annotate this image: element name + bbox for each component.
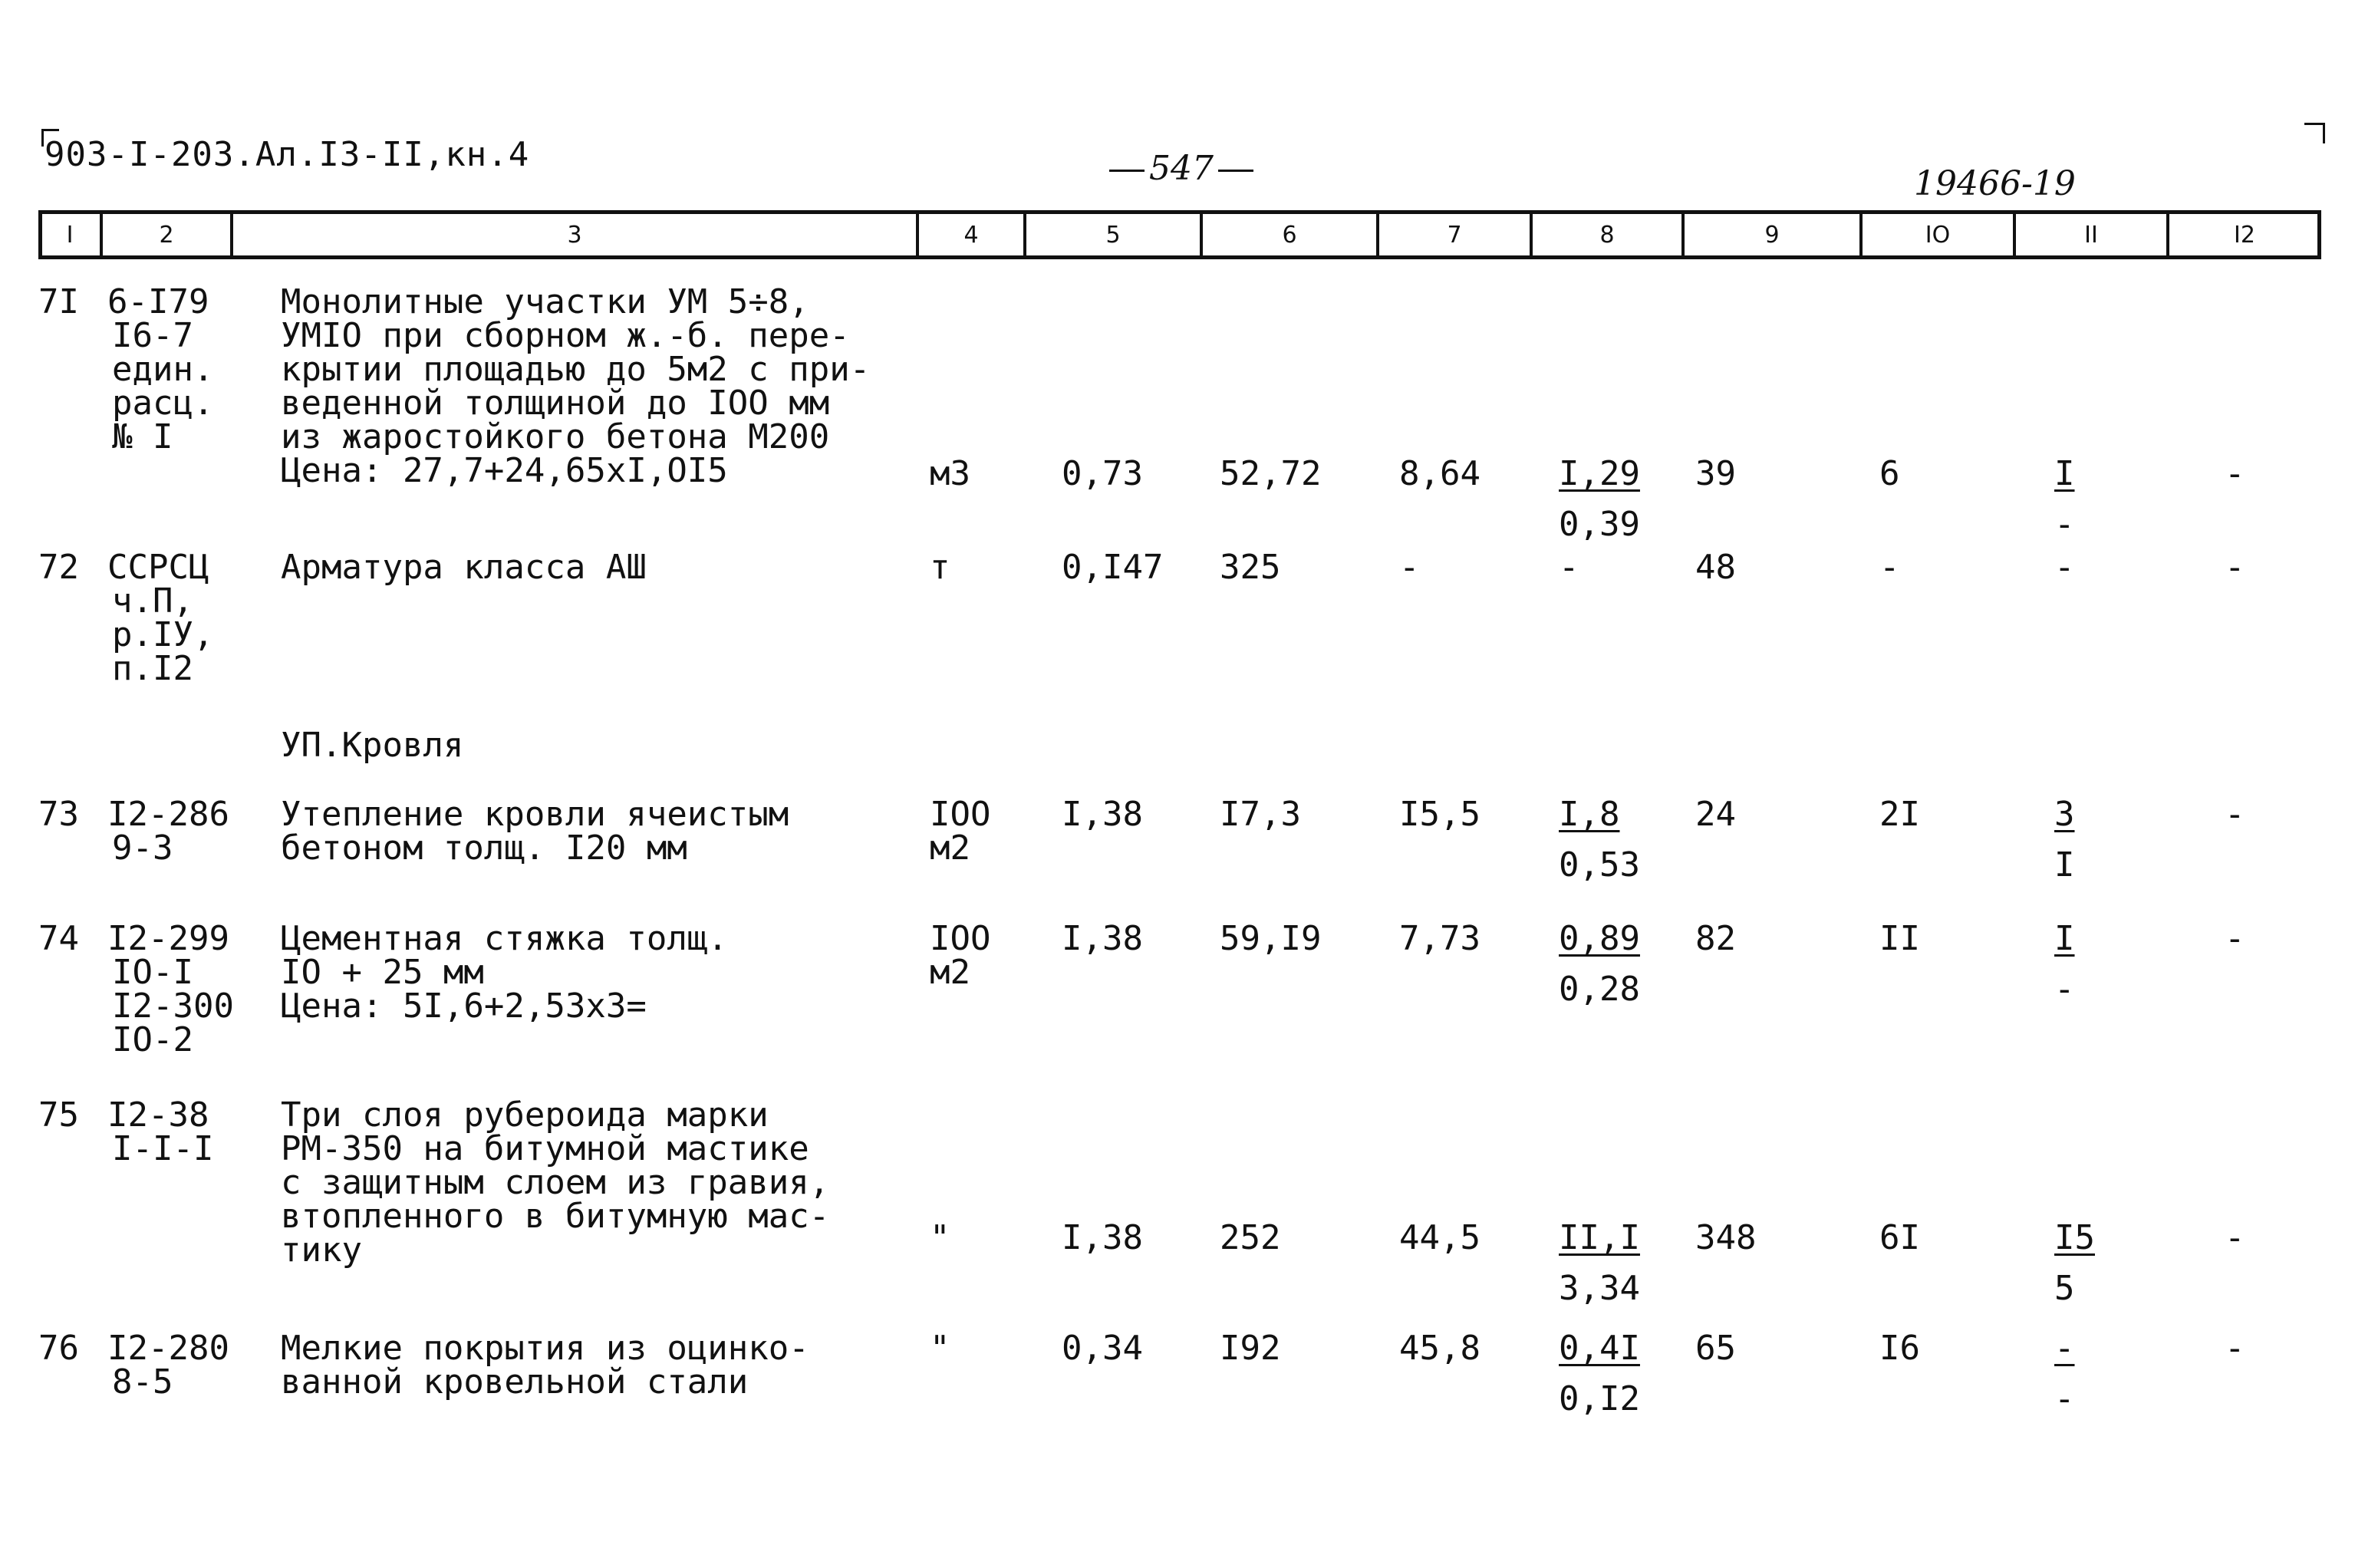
col11-value-top: I5	[2054, 1218, 2095, 1257]
col8-value-top: -	[1559, 548, 1579, 587]
col8-value-top: 0,4I	[1559, 1329, 1640, 1368]
col8-value-top: I,8	[1559, 795, 1620, 834]
unit: м3	[930, 454, 970, 493]
rate-code-line: р.IУ,	[112, 615, 214, 654]
column-header-7: 7	[1447, 221, 1462, 249]
work-description-line: РМ-350 на битумной мастике	[281, 1129, 809, 1168]
rate-code-line: един.	[112, 350, 214, 389]
row-number: 72	[38, 548, 79, 587]
col11-value-top: 3	[2054, 795, 2075, 834]
column-separator	[100, 210, 103, 259]
archive-number: 19466-19	[1914, 164, 2076, 203]
rate-code-line: расц.	[112, 384, 214, 423]
column-separator	[1200, 210, 1203, 259]
col8-value-bottom: 0,39	[1559, 505, 1640, 544]
col10-value: 2I	[1879, 795, 1920, 834]
work-description-line: ванной кровельной стали	[281, 1362, 749, 1402]
rate-code-line: I2-299	[107, 919, 229, 958]
row-number: 73	[38, 795, 79, 834]
col9-value: 65	[1695, 1329, 1736, 1368]
quantity: I,38	[1062, 795, 1143, 834]
col10-value: I6	[1879, 1329, 1920, 1368]
column-separator	[1859, 210, 1863, 259]
rate-code-line: I6-7	[112, 316, 193, 355]
column-header-10: IO	[1925, 221, 1951, 249]
work-description-line: Цена: 5I,6+2,53х3=	[281, 987, 647, 1026]
quantity: I,38	[1062, 1218, 1143, 1257]
rate-code-line: № I	[112, 417, 173, 456]
rate-code-line: 6-I79	[107, 282, 209, 321]
unit-price: 325	[1220, 548, 1281, 587]
unit: "	[930, 1329, 950, 1368]
col12-value: -	[2225, 1218, 2245, 1257]
unit-price: 252	[1220, 1218, 1281, 1257]
rate-code-line: I2-280	[107, 1329, 229, 1368]
col8-value-top: 0,89	[1559, 919, 1640, 958]
document-code: 903-I-203.Ал.I3-II,кн.4	[44, 135, 530, 174]
col11-value-bottom: 5	[2054, 1269, 2075, 1308]
work-description-line: Утепление кровли ячеистым	[281, 795, 789, 834]
corner-mark-right	[2304, 123, 2325, 143]
unit: IOO м2	[930, 919, 991, 992]
column-header-12: I2	[2234, 221, 2255, 249]
quantity: 0,I47	[1062, 548, 1164, 587]
rate-code-line: I2-286	[107, 795, 229, 834]
column-separator	[1681, 210, 1685, 259]
col8-value-bottom: 0,I2	[1559, 1379, 1640, 1418]
col7-value: -	[1399, 548, 1420, 587]
col12-value: -	[2225, 548, 2245, 587]
col10-value: 6I	[1879, 1218, 1920, 1257]
col11-value-top: -	[2054, 1329, 2075, 1368]
work-description-line: из жаростойкого бетона М200	[281, 417, 830, 456]
work-description-line: Мелкие покрытия из оцинко-	[281, 1329, 809, 1368]
col8-value-bottom: 0,53	[1559, 845, 1640, 884]
col11-value-bottom: -	[2054, 1379, 2075, 1418]
work-description-line: Три слоя рубероида марки	[281, 1095, 769, 1135]
col7-value: I5,5	[1399, 795, 1481, 834]
column-separator	[230, 210, 233, 259]
unit: "	[930, 1218, 950, 1257]
rate-code-line: п.I2	[112, 649, 193, 688]
section-title: УП.Кровля	[281, 726, 464, 765]
row-number: 7I	[38, 282, 79, 321]
work-description-line: Цена: 27,7+24,65хI,OI5	[281, 451, 728, 490]
quantity: 0,34	[1062, 1329, 1143, 1368]
quantity: I,38	[1062, 919, 1143, 958]
col12-value: -	[2225, 1329, 2245, 1368]
work-description-line: УМIO при сборном ж.-б. пере-	[281, 316, 850, 355]
col7-value: 45,8	[1399, 1329, 1481, 1368]
col7-value: 44,5	[1399, 1218, 1481, 1257]
quantity: 0,73	[1062, 454, 1143, 493]
unit-price: 59,I9	[1220, 919, 1322, 958]
col11-value-top: I	[2054, 454, 2075, 493]
col9-value: 82	[1695, 919, 1736, 958]
column-header-8: 8	[1599, 221, 1615, 249]
column-header-6: 6	[1282, 221, 1297, 249]
unit: IOO м2	[930, 795, 991, 868]
row-number: 75	[38, 1095, 79, 1135]
col8-value-bottom: 0,28	[1559, 970, 1640, 1009]
rate-code-line: IO-2	[112, 1020, 193, 1059]
row-number: 74	[38, 919, 79, 958]
unit-price: I7,3	[1220, 795, 1301, 834]
column-separator	[1376, 210, 1379, 259]
col12-value: -	[2225, 454, 2245, 493]
rate-code-line: IO-I	[112, 953, 193, 992]
work-description-line: IO + 25 мм	[281, 953, 484, 992]
col11-value-top: I	[2054, 919, 2075, 958]
col10-value: 6	[1879, 454, 1900, 493]
col8-value-bottom: 3,34	[1559, 1269, 1640, 1308]
column-separator	[2166, 210, 2169, 259]
rate-code-line: 9-3	[112, 828, 173, 868]
work-description-line: втопленного в битумную мас-	[281, 1197, 830, 1236]
column-separator	[1530, 210, 1533, 259]
column-header-3: 3	[567, 221, 582, 249]
col10-value: -	[1879, 548, 1900, 587]
col11-value-bottom: -	[2054, 505, 2075, 544]
rate-code-line: I-I-I	[112, 1129, 214, 1168]
work-description-line: с защитным слоем из гравия,	[281, 1163, 830, 1202]
col9-value: 24	[1695, 795, 1736, 834]
col12-value: -	[2225, 795, 2245, 834]
column-header-2: 2	[159, 221, 174, 249]
col9-value: 48	[1695, 548, 1736, 587]
work-description-line: крытии площадью до 5м2 с при-	[281, 350, 871, 389]
work-description-line: веденной толщиной до IOO мм	[281, 384, 830, 423]
rate-code-line: 8-5	[112, 1362, 173, 1402]
work-description-line: Цементная стяжка толщ.	[281, 919, 728, 958]
column-separator	[1023, 210, 1026, 259]
col9-value: 39	[1695, 454, 1736, 493]
col11-value-bottom: -	[2054, 970, 2075, 1009]
col9-value: 348	[1695, 1218, 1757, 1257]
col7-value: 7,73	[1399, 919, 1481, 958]
col11-value-top: -	[2054, 548, 2075, 587]
column-separator	[916, 210, 919, 259]
col7-value: 8,64	[1399, 454, 1481, 493]
unit-price: I92	[1220, 1329, 1281, 1368]
column-header-11: II	[2084, 221, 2098, 249]
page-number: 547	[1105, 149, 1258, 188]
column-separator	[2013, 210, 2016, 259]
work-description-line: Арматура класса АШ	[281, 548, 647, 587]
column-header-1: I	[66, 221, 74, 249]
work-description-line: Монолитные участки УМ 5÷8,	[281, 282, 809, 321]
col10-value: II	[1879, 919, 1920, 958]
unit-price: 52,72	[1220, 454, 1322, 493]
work-description-line: тику	[281, 1230, 362, 1270]
col8-value-top: I,29	[1559, 454, 1640, 493]
row-number: 76	[38, 1329, 79, 1368]
col8-value-top: II,I	[1559, 1218, 1640, 1257]
column-header-5: 5	[1105, 221, 1121, 249]
col12-value: -	[2225, 919, 2245, 958]
work-description-line: бетоном толщ. I20 мм	[281, 828, 687, 868]
rate-code-line: ч.П,	[112, 581, 193, 621]
column-header-4: 4	[963, 221, 979, 249]
rate-code-line: I2-38	[107, 1095, 209, 1135]
column-header-9: 9	[1764, 221, 1780, 249]
rate-code-line: I2-300	[112, 987, 234, 1026]
unit: т	[930, 548, 950, 587]
rate-code-line: ССРСЦ	[107, 548, 209, 587]
col11-value-bottom: I	[2054, 845, 2075, 884]
